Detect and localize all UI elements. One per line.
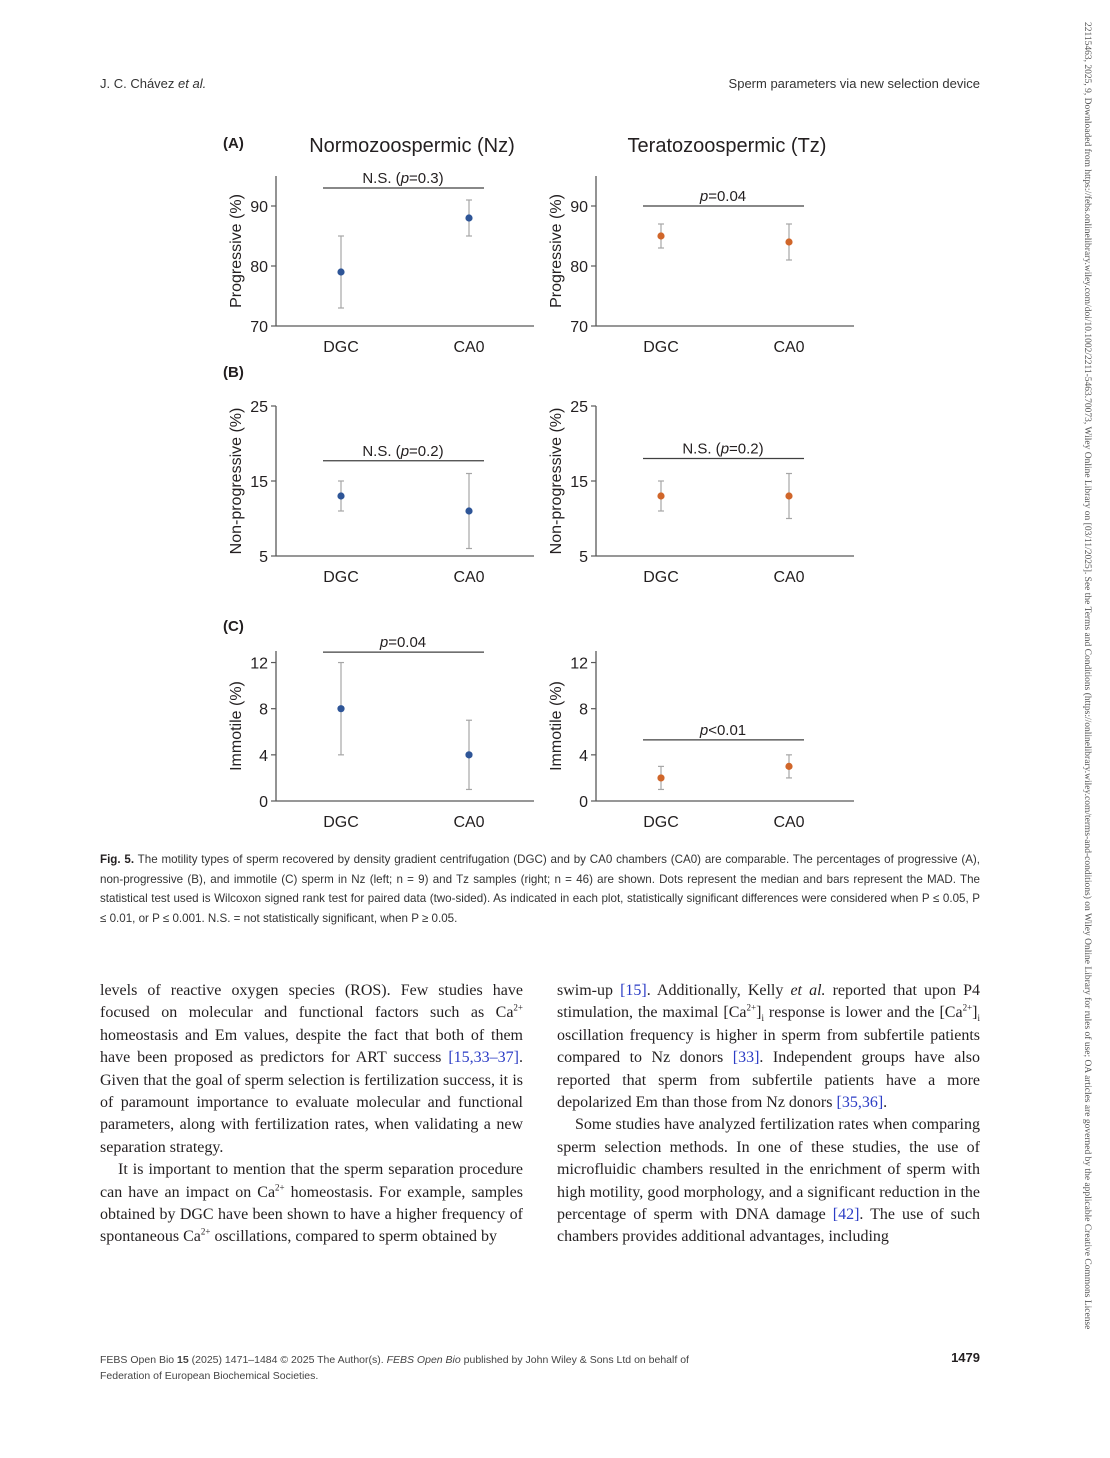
y-tick-label: 5 — [259, 549, 268, 566]
y-tick-label: 0 — [579, 794, 588, 811]
y-tick-label: 0 — [259, 794, 268, 811]
x-tick-label: CA0 — [773, 814, 805, 831]
median-dot — [337, 268, 344, 275]
y-tick-label: 4 — [579, 747, 588, 765]
paragraph: Some studies have analyzed fertilization rates when comparing sperm selection methods. In one of these studies, the use of microfluidic chambers resulted in the enrichment of sperm with high motility, good morphology, and a significant reduction in the percentage of sperm with DNA damage [42]. The use of such chambers provides additional advantages, including — [557, 1116, 980, 1246]
significance-label: p=0.04 — [379, 634, 427, 652]
significance-label: N.S. (p=0.3) — [362, 170, 444, 187]
significance-label: N.S. (p=0.2) — [682, 440, 764, 458]
column-title-tz: Teratozoospermic (Tz) — [627, 135, 827, 157]
citation-link[interactable]: [42] — [832, 1206, 860, 1224]
x-tick-label: CA0 — [773, 569, 805, 586]
median-dot — [465, 507, 472, 514]
y-tick-label: 25 — [570, 399, 588, 416]
y-tick-label: 70 — [570, 319, 588, 336]
y-tick-label: 8 — [259, 701, 268, 719]
running-head-title: Sperm parameters via new selection device — [728, 76, 980, 91]
caption-label: Fig. 5. — [100, 853, 135, 866]
panel-label: (A) — [223, 135, 244, 152]
median-dot — [465, 751, 472, 758]
y-tick-label: 25 — [250, 399, 268, 416]
median-dot — [785, 492, 792, 499]
y-tick-label: 70 — [250, 319, 268, 336]
footer-line-2: Federation of European Biochemical Societies. — [100, 1370, 319, 1382]
body-column-right — [557, 980, 980, 1249]
x-tick-label: CA0 — [453, 814, 485, 831]
author-suffix: et al. — [178, 76, 207, 91]
figure-5 — [215, 128, 855, 838]
panel-label: (C) — [223, 618, 244, 635]
x-tick-label: DGC — [323, 814, 359, 831]
y-tick-label: 15 — [570, 474, 588, 491]
y-axis-label: Immotile (%) — [228, 681, 245, 771]
download-side-note: 22115463, 2025, 9, Downloaded from https://febs.onlinelibrary.wiley.com/doi/10.1002/2211-5463.70073, Wiley Online Library on [03/11/2025]. See the Terms and Conditions (https://onlinelibrary.wiley.com/terms-and-conditions) on Wiley Online Library for rules of use; OA articles are governed by the applicable Creative Commons License — [1082, 22, 1092, 1330]
y-axis-label: Progressive (%) — [228, 194, 245, 308]
body-column-left — [100, 980, 523, 1249]
caption-text: The motility types of sperm recovered by density gradient centrifugation (DGC) and by CA0 chambers (CA0) are comparable. The percentages of progressive (A), non-progressive (B), and immotile (C) sperm in Nz (left; n = 9) and Tz samples (right; n = 46) are shown. Dots represent the median and bars represent the MAD. The statistical test used is Wilcoxon signed rank test for paired data (two-sided). As indicated in each plot, statistically significant differences were considered when P ≤ 0.05, P ≤ 0.01, or P ≤ 0.001. N.S. = not statistically significant, when P ≥ 0.05. — [100, 853, 981, 925]
x-tick-label: DGC — [323, 339, 359, 356]
y-axis-label: Non-progressive (%) — [228, 407, 245, 555]
y-tick-label: 5 — [579, 549, 588, 566]
y-tick-label: 80 — [570, 259, 588, 276]
median-dot — [657, 492, 664, 499]
citation-link[interactable]: [35,36] — [836, 1094, 884, 1112]
x-tick-label: CA0 — [773, 339, 805, 356]
footer-line-1: FEBS Open Bio 15 (2025) 1471–1484 © 2025 The Author(s). FEBS Open Bio published by John Wiley & Sons Ltd on behalf of — [100, 1354, 689, 1366]
author-name: J. C. Chávez — [100, 76, 175, 91]
y-tick-label: 90 — [570, 199, 588, 216]
x-tick-label: DGC — [643, 569, 679, 586]
significance-label: p<0.01 — [699, 721, 747, 739]
median-dot — [337, 705, 344, 712]
x-tick-label: CA0 — [453, 569, 485, 586]
column-title-nz: Normozoospermic (Nz) — [309, 135, 515, 157]
page-number: 1479 — [951, 1350, 980, 1365]
figure-5-plots — [215, 128, 855, 838]
y-tick-label: 80 — [250, 259, 268, 276]
y-axis-label: Immotile (%) — [548, 681, 565, 771]
median-dot — [657, 774, 664, 781]
median-dot — [785, 238, 792, 245]
panel-label: (B) — [223, 364, 244, 381]
median-dot — [785, 763, 792, 770]
y-tick-label: 15 — [250, 474, 268, 491]
x-tick-label: DGC — [323, 569, 359, 586]
y-tick-label: 4 — [259, 747, 268, 765]
x-tick-label: CA0 — [453, 339, 485, 356]
significance-label: p=0.04 — [699, 188, 747, 205]
y-tick-label: 90 — [250, 199, 268, 216]
median-dot — [337, 492, 344, 499]
y-tick-label: 12 — [570, 655, 588, 673]
y-axis-label: Progressive (%) — [548, 194, 565, 308]
median-dot — [657, 232, 664, 239]
citation-link[interactable]: [15] — [620, 982, 647, 999]
x-tick-label: DGC — [643, 814, 679, 831]
median-dot — [465, 214, 472, 221]
y-tick-label: 12 — [250, 655, 268, 673]
page-footer — [100, 1352, 800, 1384]
citation-link[interactable]: [15,33–37] — [448, 1049, 519, 1067]
citation-link[interactable]: [33] — [732, 1049, 760, 1067]
paragraph: levels of reactive oxygen species (ROS). Few studies have focused on molecular and functional factors such as $Ca^{2+}$ homeostasis and Em values, despite the fact that both of them have been proposed as predictors for ART success [15,33–37]. Given that the goal of sperm selection is fertilization success, it is of paramount importance to evaluate molecular and functional parameters, along with fertilization rates, when validating a new separation strategy. — [100, 982, 523, 1156]
paragraph: swim-up [15]. Additionally, Kelly et al. reported that upon P4 stimulation, the maximal $[Ca^{2+}]_i$ response is lower and the $[Ca^{2+}]_i$ oscillation frequency is higher in sperm from subfertile patients compared to Nz donors [33]. Independent groups have also reported that sperm from subfertile patients have a more depolarized Em than those from Nz donors [35,36]. — [557, 982, 980, 1112]
significance-label: N.S. (p=0.2) — [362, 442, 444, 460]
x-tick-label: DGC — [643, 339, 679, 356]
y-axis-label: Non-progressive (%) — [548, 407, 565, 555]
paragraph: It is important to mention that the sperm separation procedure can have an impact on $Ca^{2+}$ homeostasis. For example, samples obtained by DGC have been shown to have a higher frequency of spontaneous $Ca^{2+}$ oscillations, compared to sperm obtained by — [100, 1161, 523, 1246]
y-tick-label: 8 — [579, 701, 588, 719]
running-head-author — [100, 76, 206, 91]
figure-caption — [100, 850, 980, 928]
